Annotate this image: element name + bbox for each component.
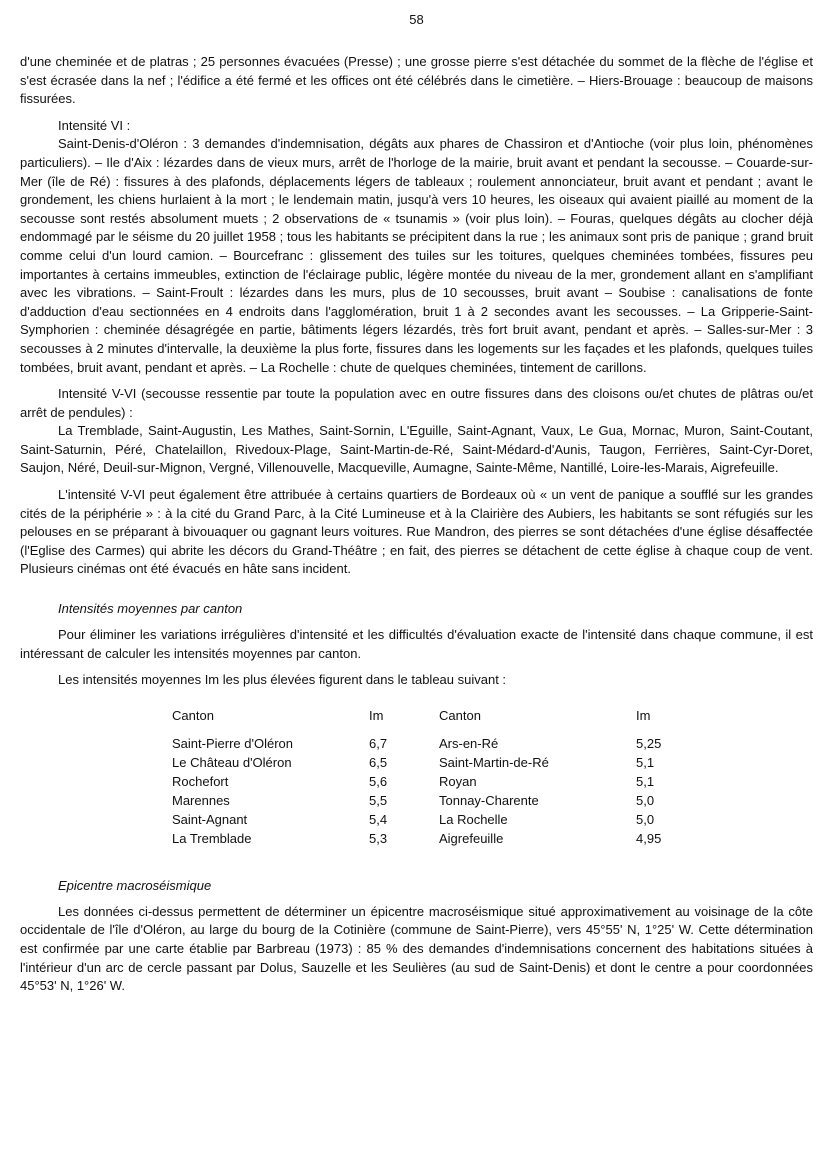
- table-cell-canton: La Tremblade: [172, 830, 252, 846]
- intensity-v-vi-label: Intensité V-VI (secousse ressentie par toute la population avec en outre fissures dans des cloisons ou/et chutes de plâtras ou/et arrêt de pendules) :: [20, 386, 813, 420]
- section-heading-canton: Intensités moyennes par canton: [58, 601, 243, 617]
- table-row: [172, 774, 661, 793]
- table-cell-canton: Rochefort: [172, 773, 229, 789]
- table-cell-canton: Saint-Pierre d'Oléron: [172, 735, 293, 751]
- table-cell-im: 5,0: [636, 811, 655, 827]
- table-row: [172, 831, 661, 850]
- table-cell-im: 5,25: [636, 735, 662, 751]
- table-cell-im: 5,3: [369, 830, 388, 846]
- table-cell-canton: Le Château d'Oléron: [172, 754, 292, 770]
- table-row: [172, 793, 661, 812]
- table-cell-canton: La Rochelle: [439, 811, 508, 827]
- canton-intro-paragraph: Pour éliminer les variations irrégulières d'intensité et les difficultés d'évaluation exacte de l'intensité dans chaque commune, il est intéressant de calculer les intensités moyennes par canton.: [20, 627, 813, 661]
- table-intro-paragraph: Les intensités moyennes Im les plus élevées figurent dans le tableau suivant :: [58, 672, 507, 688]
- table-cell-canton: Ars-en-Ré: [439, 735, 499, 751]
- document-page: [20, 12, 813, 996]
- column-header-im: Im: [369, 707, 384, 723]
- column-header-im: Im: [636, 707, 651, 723]
- table-cell-im: 6,7: [369, 735, 388, 751]
- column-header-canton: Canton: [172, 707, 214, 723]
- bordeaux-paragraph: L'intensité V-VI peut également être attribuée à certains quartiers de Bordeaux où « un vent de panique a soufflé sur les grandes cités de la périphérie » : à la cité du Grand Parc, à la Cité Lumineuse et à la Clairière des Aubiers, les habitants se sont réfugiés sur les pelouses en se préparant à bivouaquer ou gagnant leurs voitures. Rue Mandron, des pierres se sont détachées d'une église désaffectée (l'Eglise des Carmes) qui abrite les décors du Grand-Théâtre ; en fait, des pierres se détachent de cette église à chaque coup de vent. Plusieurs cinémas ont été évacués en hâte sans incident.: [20, 487, 813, 577]
- table-cell-im: 5,1: [636, 754, 655, 770]
- table-header-row: [172, 708, 661, 736]
- table-cell-canton: Marennes: [172, 792, 230, 808]
- page-number: 58: [409, 12, 424, 27]
- table-row: [172, 736, 661, 755]
- intensity-vi-label: Intensité VI :: [58, 117, 131, 133]
- epicentre-paragraph: Les données ci-dessus permettent de déterminer un épicentre macroséismique situé approximativement au voisinage de la côte occidentale de l'île d'Oléron, au large du bourg de la Cotinière (commune de Saint-Pierre), vers 45°55' N, 1°25' W. Cette détermination est confirmée par une carte établie par Barbreau (1973) : 85 % des demandes d'indemnisations concernent des habitations situées à l'intérieur d'un arc de cercle passant par Dolus, Sauzelle et les Seulières (au sud de Saint-Denis) et dont le centre a pour coordonnées 45°53' N, 1°26' W.: [20, 903, 813, 994]
- intensity-v-vi-communes: La Tremblade, Saint-Augustin, Les Mathes, Saint-Sornin, L'Eguille, Saint-Agnant, Vaux, Le Gua, Mornac, Muron, Saint-Coutant, Saint-Saturnin, Péré, Chatelaillon, Rivedoux-Plage, Saint-Martin-de-Ré, Saint-Médard-d'Aunis, Taugon, Ferrières, Saint-Cyr-Doret, Saujon, Néré, Deuil-sur-Mignon, Vergné, Villenouvelle, Macqueville, Aumagne, Sainte-Même, Nantillé, Loire-les-Marais, Aigrefeuille.: [20, 423, 813, 476]
- table-cell-im: 5,0: [636, 792, 655, 808]
- table-cell-im: 4,95: [636, 830, 662, 846]
- table-cell-im: 5,1: [636, 773, 655, 789]
- table-cell-im: 5,4: [369, 811, 388, 827]
- table-cell-canton: Saint-Agnant: [172, 811, 248, 827]
- table-cell-im: 6,5: [369, 754, 388, 770]
- intensity-vi-paragraph: Saint-Denis-d'Oléron : 3 demandes d'indemnisation, dégâts aux phares de Chassiron et d'Antioche (voir plus loin, phénomènes particuliers). – Ile d'Aix : lézardes dans de vieux murs, arrêt de l'horloge de la mairie, bruit avant et pendant la secousse. – Couarde-sur-Mer (île de Ré) : fissures à des plafonds, déplacements légers de tableaux ; roulement annonciateur, bruit avant et pendant ; avant le grondement, les chiens hurlaient à la mort ; le lendemain matin, jusqu'à vers 10 heures, les oiseaux qui avaient piaillé au moment de la secousse sont restés absolument muets ; 2 observations de « tsunamis » (voir plus loin). – Fouras, quelques dégâts au clocher déjà endommagé par le séisme du 20 juillet 1958 ; tous les habitants se précipitent dans la rue ; les animaux sont pris de panique ; grand bruit comme celui d'un lourd camion. – Bourcefranc : glissement des tuiles sur les toitures, quelques cheminées tombées, fissures peu importantes à certains immeubles, extinction de l'éclairage public, légère montée du niveau de la mer, grondement allant en s'amplifiant avec les vibrations. – Saint-Froult : lézardes dans les murs, plus de 10 secousses, bruit avant – Soubise : canalisations de fonte d'adduction d'eau sectionnées en 4 endroits dans l'agglomération, bruit 1 à 2 secondes avant les secousses. – La Gripperie-Saint-Symphorien : cheminée désagrégée en partie, bâtiments légers lézardés, très fort bruit avant, pendant et après. – Salles-sur-Mer : 3 secousses à 2 minutes d'intervalle, la deuxième la plus forte, fissures dans les logements sur les façades et les plafonds, quelques tuiles tombées, bruit avant, pendant et après. – La Rochelle : chute de quelques cheminées, tintement de carillons.: [20, 136, 813, 375]
- table-cell-canton: Tonnay-Charente: [439, 792, 539, 808]
- table-cell-canton: Saint-Martin-de-Ré: [439, 754, 549, 770]
- canton-intensity-table: [172, 708, 661, 850]
- section-heading-epicentre: Epicentre macroséismique: [58, 877, 212, 893]
- table-cell-canton: Aigrefeuille: [439, 830, 504, 846]
- table-cell-im: 5,5: [369, 792, 388, 808]
- paragraph-continuation: d'une cheminée et de platras ; 25 personnes évacuées (Presse) ; une grosse pierre s'est détachée du sommet de la flèche de l'église et s'est écrasée dans la nef ; l'édifice a été fermé et les offices ont été célébrés dans le cimetière. – Hiers-Brouage : beaucoup de maisons fissurées.: [20, 54, 813, 107]
- column-header-canton: Canton: [439, 707, 481, 723]
- table-row: [172, 812, 661, 831]
- table-cell-canton: Royan: [439, 773, 477, 789]
- table-row: [172, 755, 661, 774]
- table-cell-im: 5,6: [369, 773, 388, 789]
